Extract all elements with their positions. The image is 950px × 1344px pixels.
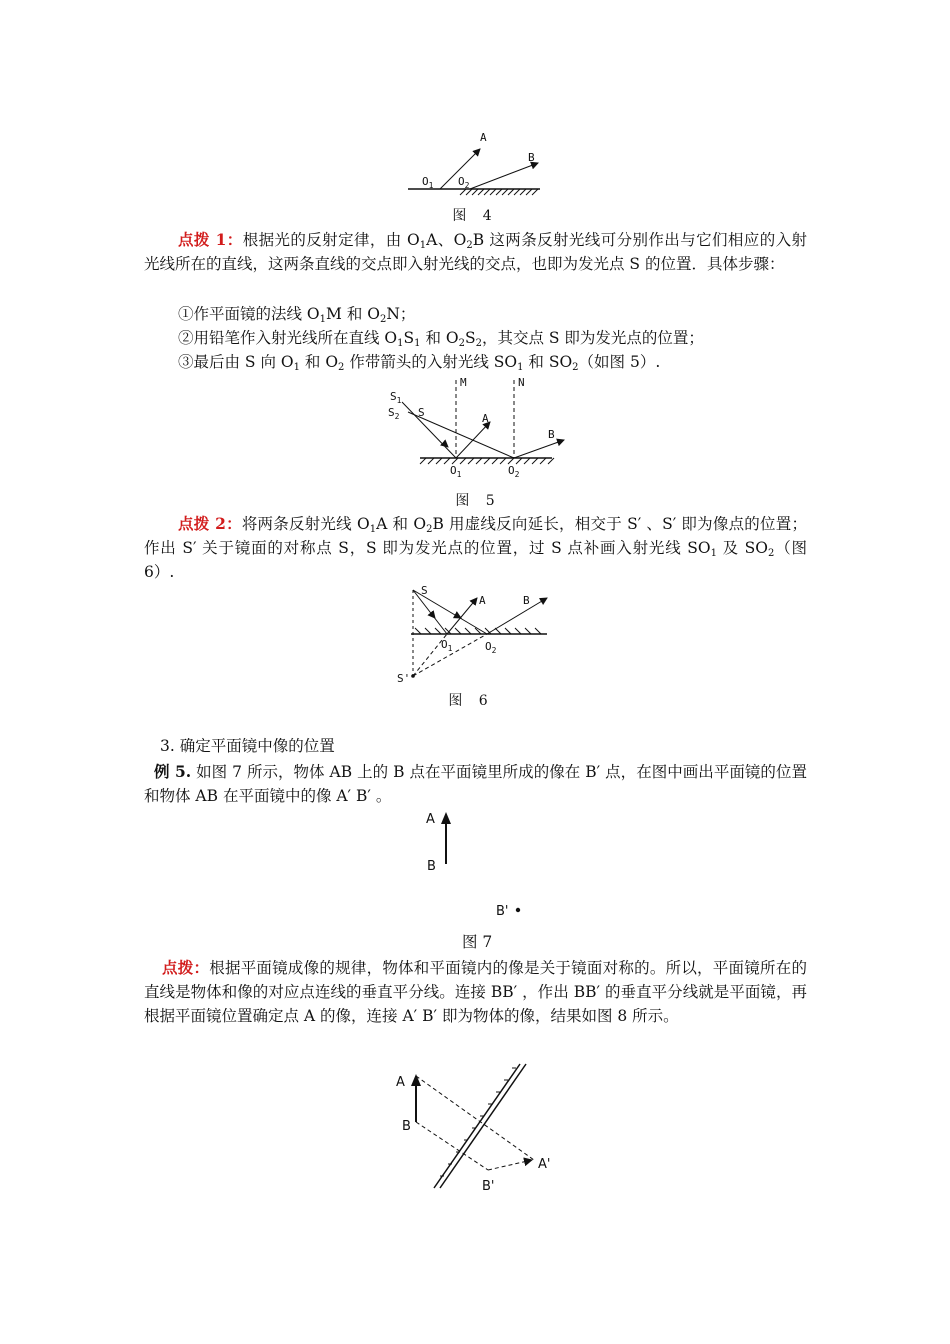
mirror-hatching [420,458,554,464]
label-b-prime: B' [496,904,509,919]
label-s2: $S_2$ [388,406,400,421]
point-b-prime [516,908,520,912]
ray-o1a [447,598,477,634]
label-b: B [528,151,535,164]
label-a: A [480,131,487,144]
figure-7 [420,808,530,920]
label-b: B [427,859,436,874]
arrowhead-a [441,812,451,824]
ray-o2b [514,440,564,458]
tip-2-label: 点拨 2： [178,514,242,533]
ray-o2b [470,163,538,189]
tip-1-step-2: ②用铅笔作入射光线所在直线 $O_1S_1$ 和 $O_2S_2$，其交点 S 即为发光点的位置； [178,329,704,349]
label-o2: $O_2$ [458,175,470,190]
image-a-prime-b-prime [488,1160,532,1170]
label-a: A [482,412,489,425]
tip-3-paragraph: 点拨：根据平面镜成像的规律，物体和平面镜内的像是关于镜面对称的。所以，平面镜所在的直线是物体和像的对应点连线的垂直平分线。连接 BB′ ，作出 BB′ 的垂直平分线就是平面镜，再根据平面镜位置确定点 A 的像，连接 A′ B′ 即为物体的像，结果如图 8 所示。 [144,958,807,1025]
label-o1: $O_1$ [450,464,462,479]
tip-1-step-3: ③最后由 S 向 $O_1$ 和 $O_2$ 作带箭头的入射光线 $SO_1$ 和 $SO_2$（如图 5）. [178,353,661,373]
label-s-prime: S' [397,672,411,685]
label-o2: $O_2$ [485,640,497,655]
label-m: M [460,376,467,389]
label-a: A [426,812,435,827]
image-point [411,674,415,678]
ray-o2b [487,598,547,634]
figure-5-caption: 图 5 [455,493,501,509]
example-5-paragraph: 例 5. 如图 7 所示，物体 AB 上的 B 点在平面镜里所成的像在 B′ 点，在图中画出平面镜的位置和物体 AB 在平面镜中的像 A′ B′ 。 [144,762,807,805]
label-a: A [479,594,486,607]
label-s: S [421,584,428,597]
tip-1-step-1: ①作平面镜的法线 $O_1M$ 和 $O_2N$； [178,305,416,325]
figure-8 [390,1060,565,1195]
figure-6 [395,582,555,690]
tip-3-label: 点拨： [162,958,210,977]
mirror [434,1064,526,1188]
ray-o1a [456,422,490,458]
label-a: A [396,1075,405,1090]
label-o1: $O_1$ [441,638,453,653]
tip-1-label: 点拨 1： [178,230,243,249]
section-3-heading: 3. 确定平面镜中像的位置 [160,737,335,755]
label-b: B [548,428,555,441]
label-o2: $O_2$ [508,464,520,479]
mirror-hatching [460,189,538,195]
arrowhead-a [411,1074,421,1086]
tip-1-paragraph: 点拨 1：根据光的反射定律，由 $O_1A$、$O_2B$ 这两条反射光线可分别作出与它们相应的入射光线所在的直线，这两条直线的交点即入射光线的交点，也即为发光点 S 的位置．具体步骤： [144,230,808,273]
label-b-prime: B' [482,1179,495,1194]
label-b: B [523,594,530,607]
label-b: B [402,1119,411,1134]
figure-7-caption: 图 7 [462,933,493,951]
label-a-prime: A' [538,1157,551,1172]
label-s1: $S_1$ [390,390,402,405]
label-n: N [518,376,525,389]
example-5-label: 例 5. [154,762,192,781]
tip-2-paragraph: 点拨 2：将两条反射光线 $O_1A$ 和 $O_2B$ 用虚线反向延长，相交于 S′ 、S′ 即为像点的位置；作出 S′ 关于镜面的对称点 S，S 即为发光点的位置，过 S 点补画入射光线 $SO_1$ 及 $SO_2$（图 6）. [144,514,807,581]
figure-4 [400,125,550,200]
figure-5 [380,372,570,482]
virtual-o2 [413,634,487,676]
line-o1s1 [402,402,456,458]
figure-4-caption: 图 4 [452,208,498,224]
line-aa-prime [416,1076,534,1160]
label-s: S [418,406,425,419]
label-o1: $O_1$ [422,175,434,190]
ray-so1 [413,590,447,634]
figure-6-caption: 图 6 [448,693,494,709]
